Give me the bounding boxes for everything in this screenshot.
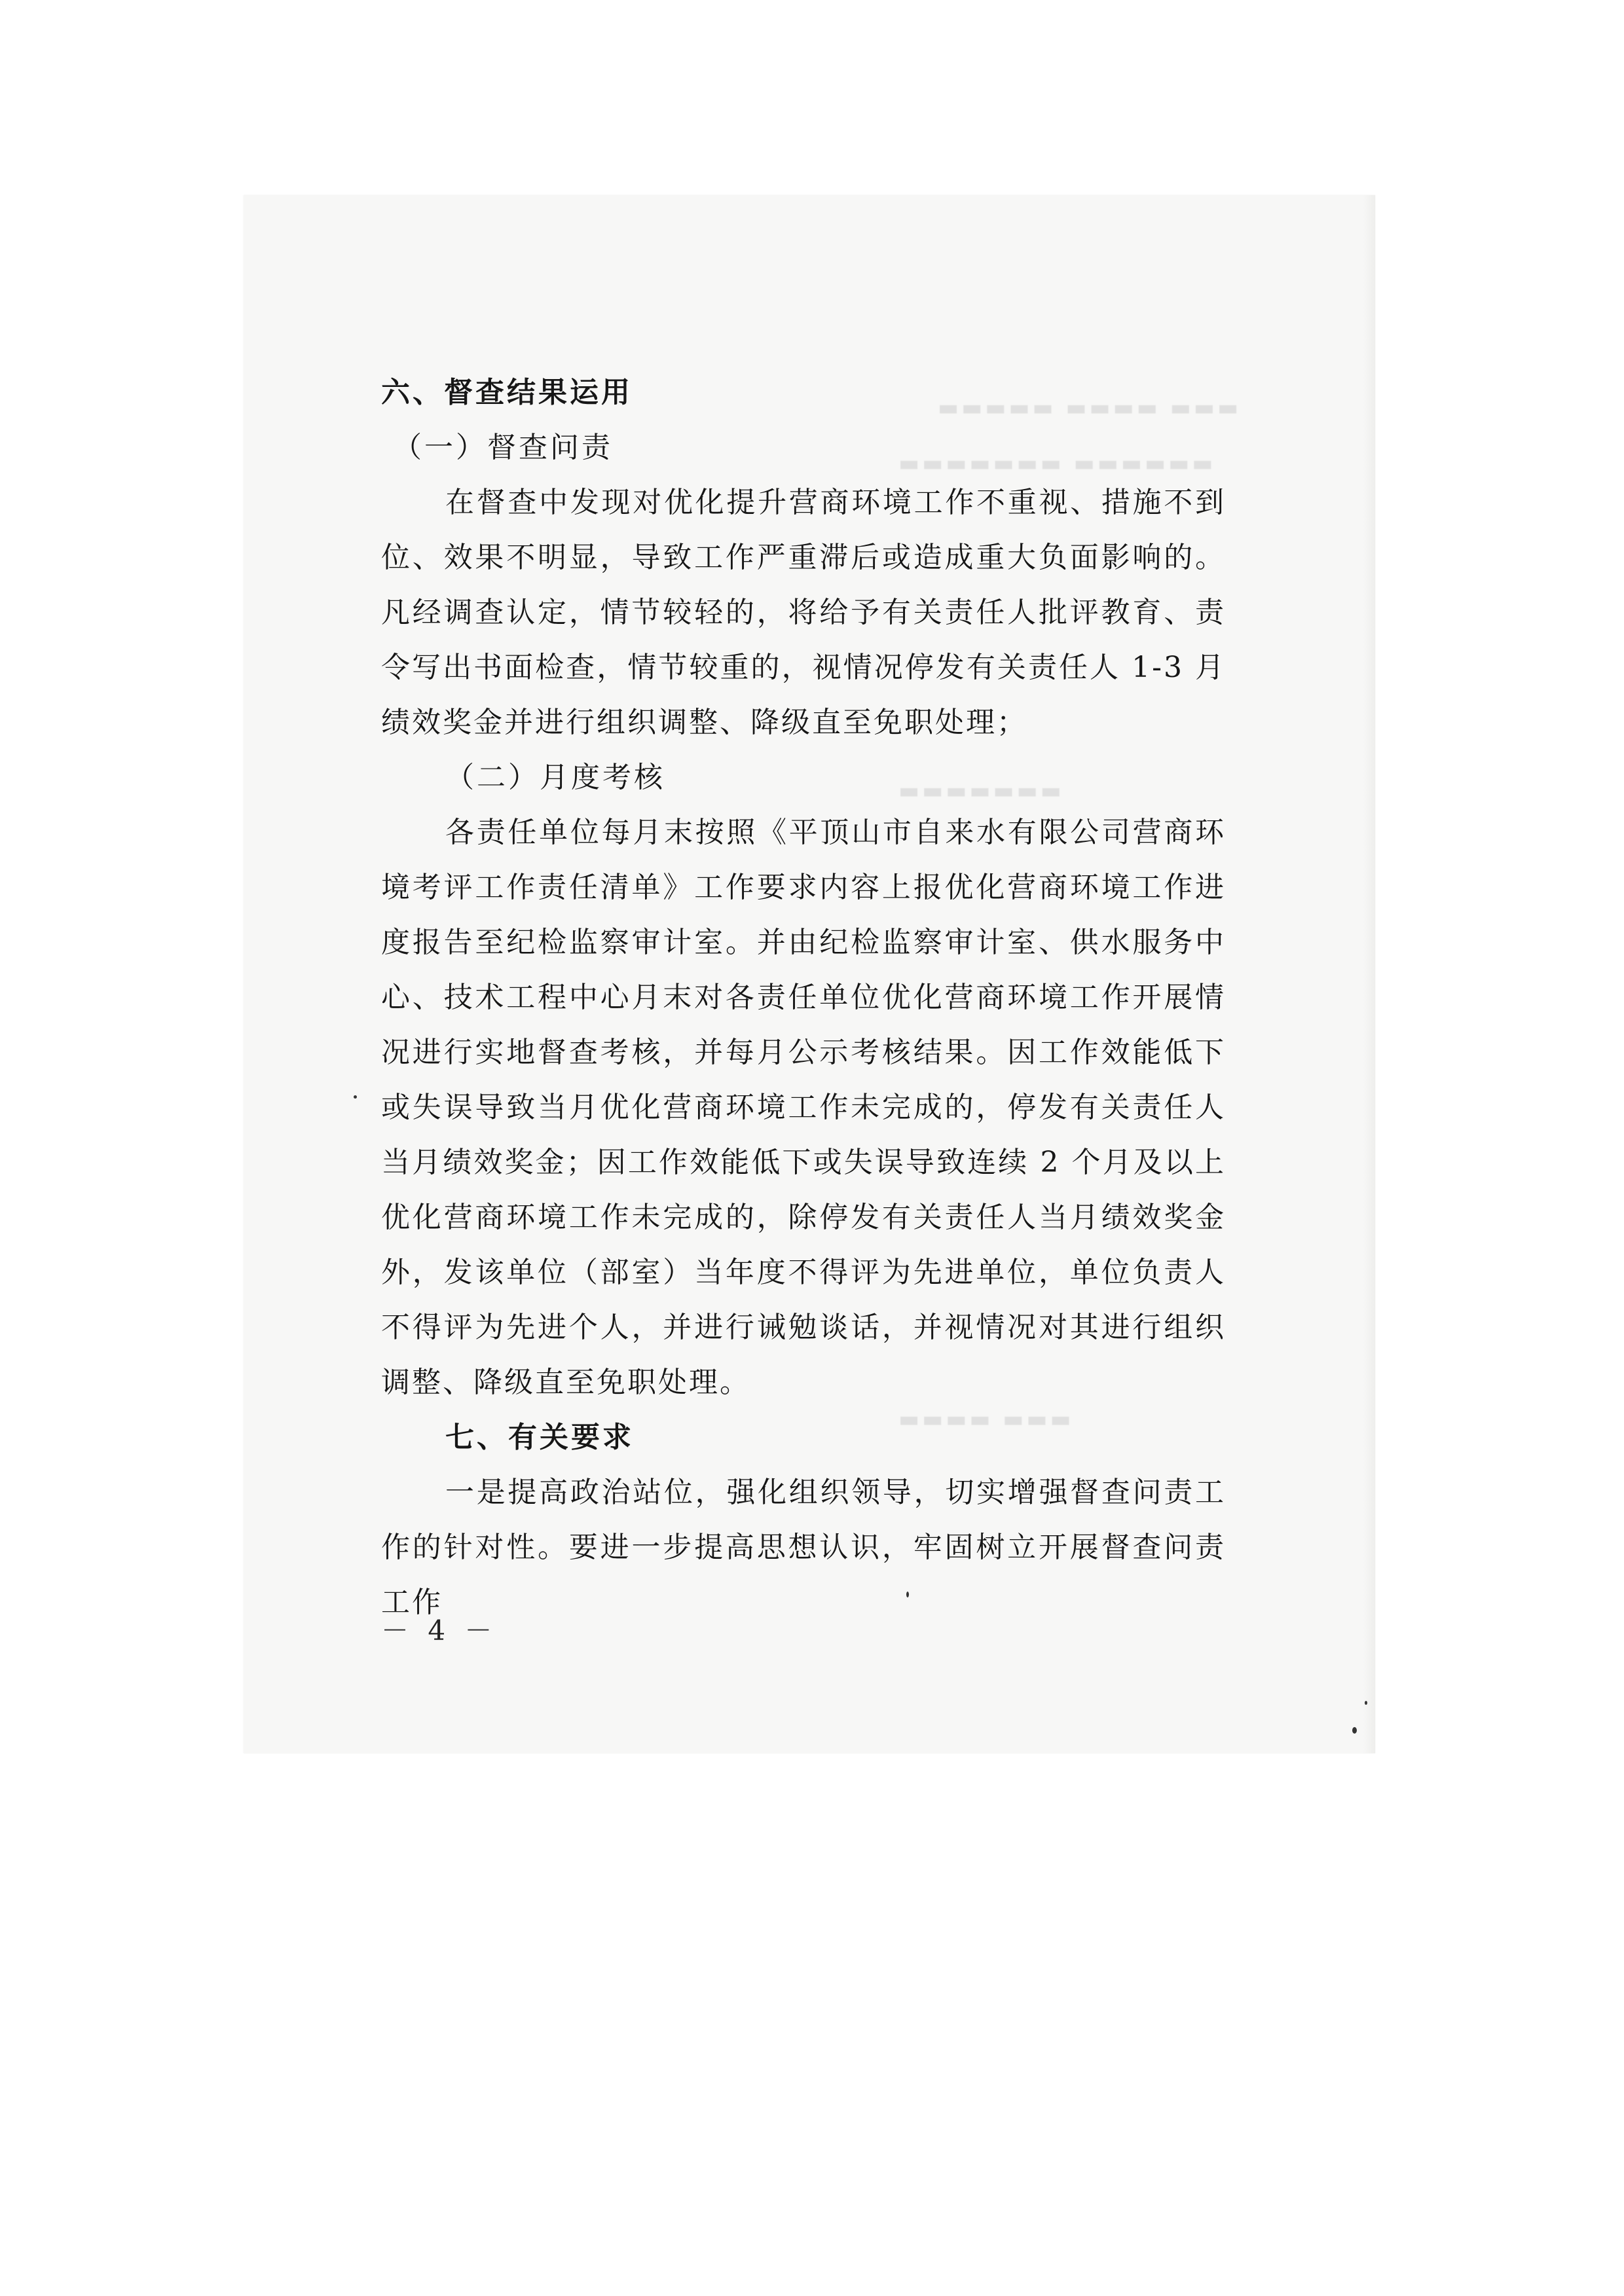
scan-speck (1365, 1701, 1367, 1705)
scan-speck (906, 1592, 909, 1597)
subsection-two-body: 各责任单位每月末按照《平顶山市自来水有限公司营商环境考评工作责任清单》工作要求内容上报优化营商环境工作进度报告至纪检监察审计室。并由纪检监察审计室、供水服务中心、技术工程中心月末对各责任单位优化营商环境工作开展情况进行实地督查考核，并每月公示考核结果。因工作效能低下或失误导致当月优化营商环境工作未完成的，停发有关责任人当月绩效奖金；因工作效能低下或失误导致连续 2 个月及以上优化营商环境工作未完成的，除停发有关责任人当月绩效奖金外，发该单位（部室）当年度不得评为先进单位，单位负责人不得评为先进个人，并进行诫勉谈话，并视情况对其进行组织调整、降级直至免职处理。 (381, 816, 1226, 1399)
show-through-mark: ▬▬▬▬▬▬▬ ▬▬▬▬▬▬ (898, 450, 1216, 477)
section-six-title: 六、督查结果运用 (381, 376, 633, 409)
section-seven-title: 七、有关要求 (445, 1421, 634, 1454)
page-number: － 4 － (381, 1614, 498, 1647)
document-body (381, 365, 1226, 1630)
show-through-mark: ▬▬▬▬▬ ▬▬▬▬ ▬▬▬ (938, 395, 1242, 421)
scan-edge-shadow (1363, 195, 1375, 1753)
subsection-one-body: 在督查中发现对优化提升营商环境工作不重视、措施不到位、效果不明显，导致工作严重滞后或造成重大负面影响的。凡经调查认定，情节较轻的，将给予有关责任人批评教育、责令写出书面检查，情节较重的，视情况停发有关责任人 1-3 月绩效奖金并进行组织调整、降级直至免职处理； (381, 486, 1226, 739)
scanned-page (244, 195, 1375, 1753)
subsection-two-title: （二）月度考核 (445, 761, 665, 794)
show-through-mark: ▬▬▬▬▬▬▬ (898, 778, 1064, 804)
show-through-mark: ▬▬▬▬ ▬▬▬ (898, 1406, 1074, 1432)
scan-speck (354, 1095, 357, 1099)
scan-speck (1352, 1727, 1357, 1734)
subsection-one-title: （一）督查问责 (393, 431, 613, 464)
section-seven-body: 一是提高政治站位，强化组织领导，切实增强督查问责工作的针对性。要进一步提高思想认识，牢固树立开展督查问责工作 (381, 1476, 1226, 1619)
